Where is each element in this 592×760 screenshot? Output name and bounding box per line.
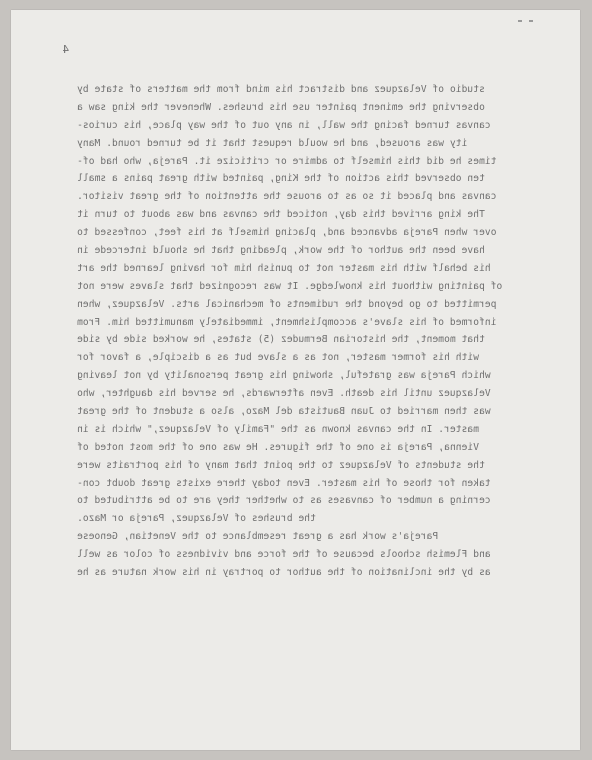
text-line: observing the eminent painter use his brushes. Whenever the king saw a [77,101,485,113]
text-line: taken for those of his master. Even today there exists great doubt con- [77,477,491,489]
paper-mark [518,20,522,22]
text-line: cerning a number of canvases as to whether they are to be attributed to [77,495,491,507]
text-line: permitted to go beyond the rudiments of mechanical arts. Velazquez, when [77,298,497,310]
document-page [11,10,580,750]
text-line: have been the author of the work, pleading that he should intercede in [77,245,485,257]
text-line: Vienna, Pareja is one of the figures. He was one of the most noted of [77,441,479,453]
text-line: which Pareja was grateful, showing his great personality by not leaving [77,370,491,382]
text-line: informed of his slave's accomplishment, immediately manumitted him. From [77,316,497,328]
text-line: as by the inclination of the author to portray in his work nature as he [77,567,491,579]
text-line: the students of Velazquez to the point that many of his portraits were [77,459,485,471]
text-line: The king arrived this day, noticed the canvas and was about to turn it [77,209,485,221]
paper-mark [529,20,533,22]
text-line: the brushes of Velazquez, Pareja or Mazo. [77,513,316,525]
text-line: ity was aroused, and he would request that it be turned round. Many [77,137,468,149]
text-line: ten observed this action of the King, painted with great pains a small [77,173,485,185]
text-line: canvas turned facing the wall, in any out of the way place, his curios- [77,119,491,131]
text-line: his behalf with his master not to punish him for having learned the art [77,262,491,274]
text-line: times he did this himself to admire or criticize it. Pareja, who had of- [77,155,497,167]
text-line: with his former master, not as a slave but as a disciple, a favor for [77,352,479,364]
page-number: 4 [62,43,70,56]
text-line: over when Pareja advanced and, placing himself at his feet, confessed to [77,227,497,239]
text-line: canvas and placed it so as to arouse the attention of the great visitor. [77,191,497,203]
text-line: master. In the canvas known as the "Family of Velazquez," which is in [77,423,479,435]
text-line: Pareja's work has a great resemblance to the Venetian, Genoese [77,531,462,543]
text-line: studio of Velazquez and distract his mind from the matters of state by [77,84,485,95]
text-line: of painting without his knowledge. It was recognized that slaves were not [77,280,503,292]
text-line: and Flemish schools because of the force and vividness of color as well [77,549,491,561]
body-text [77,81,550,582]
text-line: Velazquez until his death. Even afterwards, he served his daughter, who [77,388,491,400]
text-line: that moment, the historian Bermudez (5) states, he worked side by side [77,334,485,346]
text-line: was then married to Juan Bautista del Mazo, also a student of the great [77,406,491,418]
